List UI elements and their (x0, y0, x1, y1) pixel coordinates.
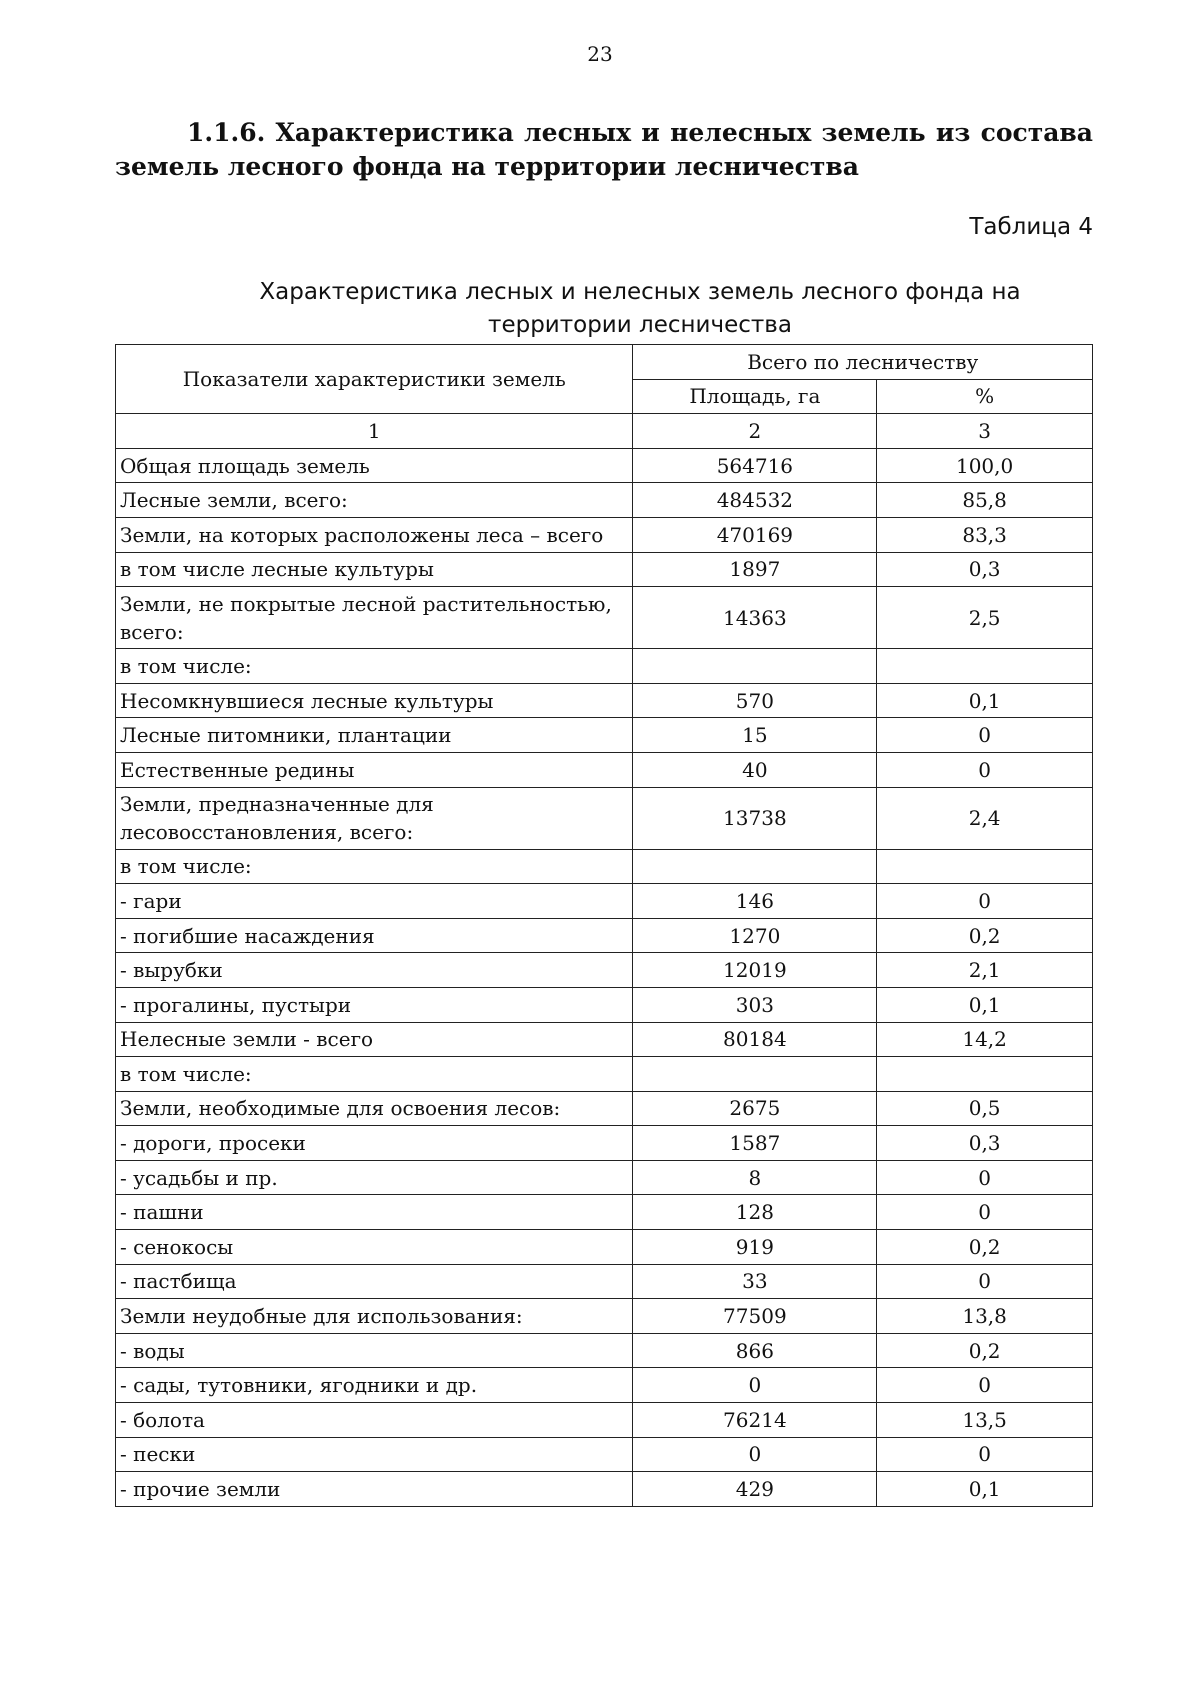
row-label: Несомкнувшиеся лесные культуры (116, 683, 633, 718)
row-area: 1587 (633, 1126, 877, 1161)
row-percent: 0,3 (877, 1126, 1093, 1161)
table-row (116, 1472, 1093, 1507)
table-row (116, 1022, 1093, 1057)
row-percent: 2,4 (877, 787, 1093, 849)
row-label: Естественные редины (116, 752, 633, 787)
table-row (116, 517, 1093, 552)
row-area: 303 (633, 987, 877, 1022)
table-row (116, 849, 1093, 884)
table-label: Таблица 4 (969, 214, 1093, 240)
row-area: 1270 (633, 918, 877, 953)
row-area: 15 (633, 718, 877, 753)
row-percent: 0 (877, 884, 1093, 919)
row-area: 0 (633, 1368, 877, 1403)
table-caption: Характеристика лесных и нелесных земель лесного фонда на территории лесничества (259, 279, 1021, 338)
row-percent: 0 (877, 752, 1093, 787)
table-row (116, 1264, 1093, 1299)
row-area: 484532 (633, 483, 877, 518)
table-row (116, 1091, 1093, 1126)
row-label: Общая площадь земель (116, 448, 633, 483)
row-percent (877, 649, 1093, 684)
table-row (116, 1333, 1093, 1368)
row-percent: 13,8 (877, 1299, 1093, 1334)
row-percent (877, 1057, 1093, 1092)
row-label: в том числе: (116, 849, 633, 884)
table-row (116, 752, 1093, 787)
table-row (116, 683, 1093, 718)
page-number: 23 (587, 42, 613, 66)
row-area: 77509 (633, 1299, 877, 1334)
row-percent: 14,2 (877, 1022, 1093, 1057)
table-row (116, 918, 1093, 953)
row-area: 564716 (633, 448, 877, 483)
table-row (116, 1160, 1093, 1195)
table-row (116, 1195, 1093, 1230)
row-label: Земли, не покрытые лесной растительностью, всего: (116, 587, 633, 649)
table-row (116, 1126, 1093, 1161)
row-area: 146 (633, 884, 877, 919)
row-area: 0 (633, 1437, 877, 1472)
row-label: в том числе: (116, 649, 633, 684)
row-label: - воды (116, 1333, 633, 1368)
row-area (633, 649, 877, 684)
row-area: 470169 (633, 517, 877, 552)
column-number: 3 (877, 414, 1093, 449)
row-percent: 0 (877, 1264, 1093, 1299)
header-group: Всего по лесничеству (633, 345, 1093, 380)
row-area: 2675 (633, 1091, 877, 1126)
row-percent: 0 (877, 1160, 1093, 1195)
row-label: - вырубки (116, 953, 633, 988)
row-label: - усадьбы и пр. (116, 1160, 633, 1195)
row-percent: 83,3 (877, 517, 1093, 552)
row-percent (877, 849, 1093, 884)
table-row (116, 787, 1093, 849)
table-row (116, 953, 1093, 988)
row-label: Земли, необходимые для освоения лесов: (116, 1091, 633, 1126)
section-heading: 1.1.6. Характеристика лесных и нелесных земель из состава земель лесного фонда на территории лесничества (115, 118, 1093, 181)
row-area: 80184 (633, 1022, 877, 1057)
table-row (116, 552, 1093, 587)
row-percent: 0,1 (877, 683, 1093, 718)
row-area: 8 (633, 1160, 877, 1195)
row-area: 866 (633, 1333, 877, 1368)
row-label: - прочие земли (116, 1472, 633, 1507)
row-percent: 0,2 (877, 1230, 1093, 1265)
table-row (116, 1230, 1093, 1265)
row-percent: 0 (877, 1437, 1093, 1472)
row-label: - пески (116, 1437, 633, 1472)
row-percent: 0,3 (877, 552, 1093, 587)
row-area: 429 (633, 1472, 877, 1507)
row-area: 1897 (633, 552, 877, 587)
header-percent: % (877, 379, 1093, 414)
table-body (116, 448, 1093, 1506)
row-label: Земли, на которых расположены леса – всего (116, 517, 633, 552)
row-percent: 0,1 (877, 987, 1093, 1022)
row-label: в том числе лесные культуры (116, 552, 633, 587)
row-label: - сенокосы (116, 1230, 633, 1265)
row-label: - дороги, просеки (116, 1126, 633, 1161)
row-area: 12019 (633, 953, 877, 988)
row-label: Лесные питомники, плантации (116, 718, 633, 753)
row-percent: 0 (877, 1195, 1093, 1230)
header-indicator: Показатели характеристики земель (116, 345, 633, 414)
table-row (116, 718, 1093, 753)
row-percent: 100,0 (877, 448, 1093, 483)
table-row (116, 649, 1093, 684)
column-number: 1 (116, 414, 633, 449)
row-area (633, 1057, 877, 1092)
table-row (116, 1368, 1093, 1403)
row-label: Нелесные земли - всего (116, 1022, 633, 1057)
row-percent: 0 (877, 718, 1093, 753)
row-area: 128 (633, 1195, 877, 1230)
table-row (116, 1299, 1093, 1334)
table-row (116, 987, 1093, 1022)
row-label: в том числе: (116, 1057, 633, 1092)
row-label: - прогалины, пустыри (116, 987, 633, 1022)
table-row (116, 884, 1093, 919)
row-percent: 0,2 (877, 1333, 1093, 1368)
table-row (116, 483, 1093, 518)
row-percent: 0,1 (877, 1472, 1093, 1507)
table-row (116, 587, 1093, 649)
row-area: 33 (633, 1264, 877, 1299)
row-label: - сады, тутовники, ягодники и др. (116, 1368, 633, 1403)
row-label: - пашни (116, 1195, 633, 1230)
table-row (116, 1437, 1093, 1472)
row-percent: 0,5 (877, 1091, 1093, 1126)
row-percent: 2,5 (877, 587, 1093, 649)
header-area: Площадь, га (633, 379, 877, 414)
row-label: Лесные земли, всего: (116, 483, 633, 518)
row-area (633, 849, 877, 884)
land-characteristics-table (115, 344, 1093, 1507)
row-percent: 0 (877, 1368, 1093, 1403)
table-row (116, 1057, 1093, 1092)
row-percent: 0,2 (877, 918, 1093, 953)
row-label: - гари (116, 884, 633, 919)
row-percent: 85,8 (877, 483, 1093, 518)
row-area: 14363 (633, 587, 877, 649)
row-percent: 13,5 (877, 1403, 1093, 1438)
row-label: - погибшие насаждения (116, 918, 633, 953)
column-number: 2 (633, 414, 877, 449)
row-label: - болота (116, 1403, 633, 1438)
row-percent: 2,1 (877, 953, 1093, 988)
row-label: Земли неудобные для использования: (116, 1299, 633, 1334)
row-label: Земли, предназначенные для лесовосстановления, всего: (116, 787, 633, 849)
row-label: - пастбища (116, 1264, 633, 1299)
table-row (116, 1403, 1093, 1438)
table-row (116, 448, 1093, 483)
row-area: 76214 (633, 1403, 877, 1438)
row-area: 570 (633, 683, 877, 718)
row-area: 13738 (633, 787, 877, 849)
row-area: 919 (633, 1230, 877, 1265)
row-area: 40 (633, 752, 877, 787)
